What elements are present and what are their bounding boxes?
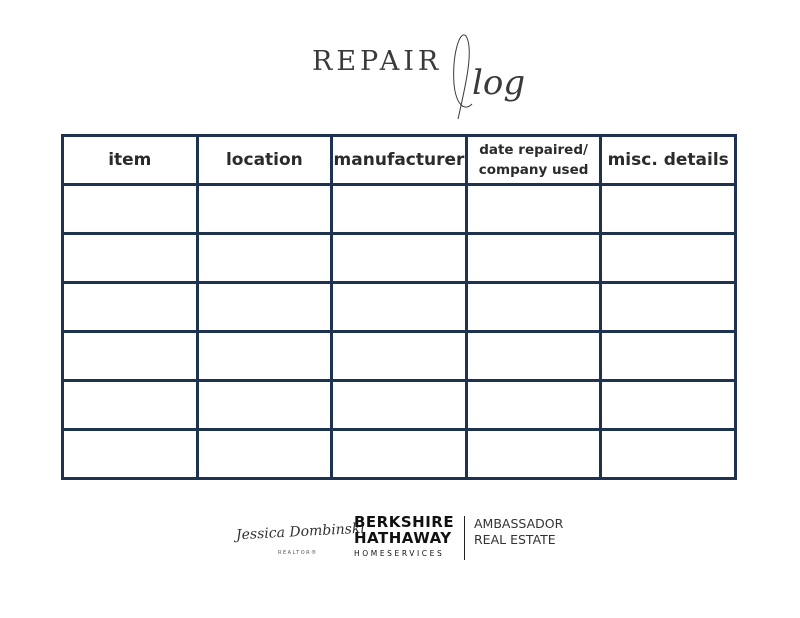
table-cell[interactable] [601, 185, 736, 234]
brand-logo [354, 514, 454, 558]
table-cell[interactable] [466, 283, 601, 332]
table-cell[interactable] [63, 234, 198, 283]
brand-line3: HOMESERVICES [354, 549, 445, 558]
table-cell[interactable] [197, 234, 332, 283]
signature-logo [235, 514, 366, 564]
table-header-row [63, 136, 736, 185]
table-cell[interactable] [601, 332, 736, 381]
logo-divider [464, 516, 465, 560]
table-cell[interactable] [466, 430, 601, 479]
office-name [474, 516, 563, 548]
table-cell[interactable] [332, 430, 467, 479]
table-cell[interactable] [601, 381, 736, 430]
table-cell[interactable] [332, 234, 467, 283]
title-script-text: log [472, 63, 526, 103]
table-body [63, 185, 736, 479]
table-cell[interactable] [197, 185, 332, 234]
table-row [63, 332, 736, 381]
table-cell[interactable] [63, 430, 198, 479]
table-cell[interactable] [332, 332, 467, 381]
footer-branding [0, 508, 800, 568]
title-main: REPAIR [312, 46, 443, 77]
table-cell[interactable] [63, 283, 198, 332]
table-row [63, 430, 736, 479]
table-cell[interactable] [197, 430, 332, 479]
column-header-date-repaired [466, 136, 601, 185]
column-header-misc-details: misc. details [601, 136, 736, 185]
table-cell[interactable] [601, 283, 736, 332]
signature-name: Jessica Dombinski [235, 520, 366, 544]
brand-line1: BERKSHIRE [354, 513, 455, 531]
column-header-manufacturer: manufacturer [332, 136, 467, 185]
signature-sub: REALTOR® [278, 550, 318, 556]
table-cell[interactable] [601, 430, 736, 479]
header-date-line1: date repaired/ [479, 142, 588, 158]
table-row [63, 283, 736, 332]
table-cell[interactable] [63, 381, 198, 430]
title-script [436, 24, 526, 129]
table-cell[interactable] [332, 185, 467, 234]
table-cell[interactable] [466, 234, 601, 283]
table-row [63, 234, 736, 283]
table-cell[interactable] [601, 234, 736, 283]
repair-log-table [61, 134, 737, 480]
table-cell[interactable] [332, 381, 467, 430]
table-cell[interactable] [63, 185, 198, 234]
table-cell[interactable] [466, 185, 601, 234]
table-cell[interactable] [466, 381, 601, 430]
table-cell[interactable] [332, 283, 467, 332]
header-date-line2: company used [478, 162, 589, 178]
page-title [0, 24, 800, 134]
table-cell[interactable] [197, 332, 332, 381]
office-line2: REAL ESTATE [474, 532, 556, 547]
brand-line2: HATHAWAY [354, 529, 452, 547]
table-cell[interactable] [197, 283, 332, 332]
table-cell[interactable] [63, 332, 198, 381]
office-line1: AMBASSADOR [474, 516, 564, 531]
column-header-item: item [63, 136, 198, 185]
table-cell[interactable] [197, 381, 332, 430]
column-header-location: location [197, 136, 332, 185]
table-row [63, 381, 736, 430]
table-cell[interactable] [466, 332, 601, 381]
table-row [63, 185, 736, 234]
